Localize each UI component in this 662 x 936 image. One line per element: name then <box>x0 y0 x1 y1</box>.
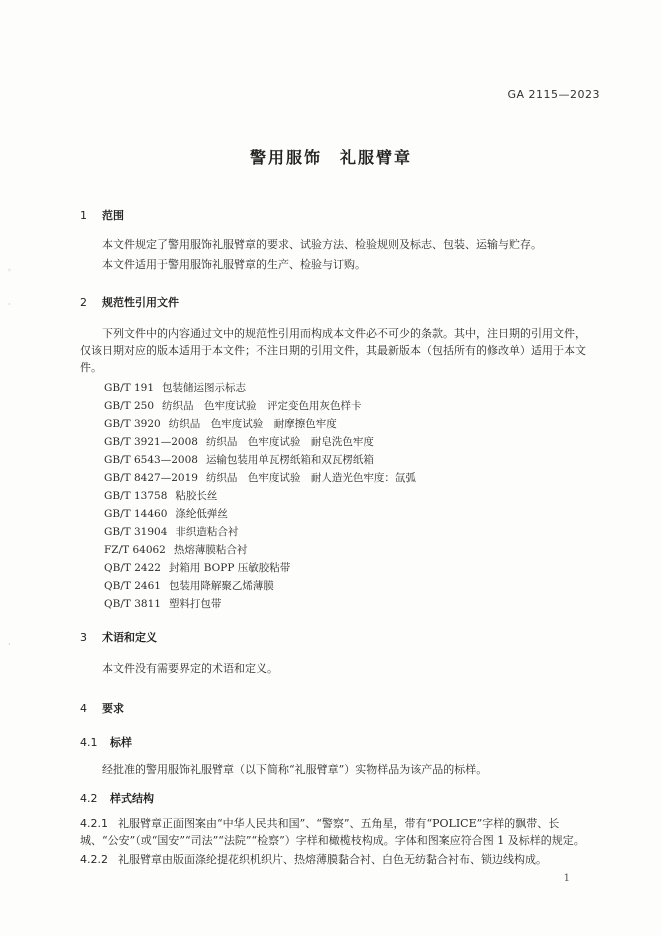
reference-item: GB/T 191 包装储运图示标志 <box>104 382 247 394</box>
scan-speck: · <box>8 640 11 649</box>
clause-text: 礼服臂章正面图案由“中华人民共和国”、“警察”、五角星，带有“POLICE”字样的飘带、长城、“公安”（或“国安”“司法”“法院”“检察”）字样和橄榄枝构成。字体和图案应符合图 1 及标样的规定。 <box>80 817 585 847</box>
page-number: 1 <box>563 873 570 884</box>
section-number: 4 <box>80 702 87 715</box>
section-title: 规范性引用文件 <box>102 296 179 309</box>
section-1-para-2: 本文件适用于警用服饰礼服臂章的生产、检验与订购。 <box>102 258 366 271</box>
section-3-heading <box>80 629 157 645</box>
section-number: 4.1 <box>80 736 98 749</box>
section-number: 3 <box>80 631 87 644</box>
reference-item: GB/T 3920 纺织品 色牢度试验 耐摩擦色牢度 <box>104 418 337 430</box>
section-4-heading <box>80 700 124 716</box>
reference-item: GB/T 8427—2019 纺织品 色牢度试验 耐人造光色牢度：氙弧 <box>104 472 416 484</box>
reference-item: QB/T 2422 封箱用 BOPP 压敏胶粘带 <box>104 562 291 574</box>
section-4-1-heading <box>80 734 132 750</box>
section-number: 4.2 <box>80 792 98 805</box>
clause-number: 4.2.2 <box>80 853 108 866</box>
section-title: 术语和定义 <box>102 631 157 644</box>
section-title: 范围 <box>102 209 124 222</box>
section-number: 2 <box>80 296 87 309</box>
reference-item: QB/T 2461 包装用降解聚乙烯薄膜 <box>104 580 274 592</box>
reference-item: GB/T 3921—2008 纺织品 色牢度试验 耐皂洗色牢度 <box>104 436 374 448</box>
reference-item: GB/T 14460 涤纶低弹丝 <box>104 508 228 520</box>
section-1-heading <box>80 207 124 223</box>
section-2-heading <box>80 294 179 310</box>
reference-list <box>104 379 416 613</box>
section-3-para-1: 本文件没有需要界定的术语和定义。 <box>102 662 278 675</box>
standard-code: GA 2115—2023 <box>507 88 600 101</box>
section-title: 样式结构 <box>110 792 154 805</box>
section-4-2-heading <box>80 790 154 806</box>
reference-item: FZ/T 64062 热熔薄膜粘合衬 <box>104 544 248 556</box>
reference-item: GB/T 31904 非织造粘合衬 <box>104 526 239 538</box>
section-number: 1 <box>80 209 87 222</box>
section-4-1-para: 经批准的警用服饰礼服臂章（以下简称“礼服臂章”）实物样品为该产品的标样。 <box>102 763 488 776</box>
clause-number: 4.2.1 <box>80 817 108 830</box>
reference-item: GB/T 250 纺织品 色牢度试验 评定变色用灰色样卡 <box>104 400 362 412</box>
document-title: 警用服饰 礼服臂章 <box>249 148 412 167</box>
clause-text: 礼服臂章由版面涤纶提花织机织片、热熔薄膜黏合衬、白色无纺黏合衬布、锁边线构成。 <box>118 853 547 866</box>
reference-item: QB/T 3811 塑料打包带 <box>104 598 222 610</box>
clause-4-2-2 <box>80 851 592 868</box>
scan-speck: · <box>8 300 11 309</box>
scan-speck: ◦ <box>7 266 12 275</box>
reference-item: GB/T 13758 粘胶长丝 <box>104 490 218 502</box>
section-title: 要求 <box>102 702 124 715</box>
section-title: 标样 <box>110 736 132 749</box>
section-2-intro: 下列文件中的内容通过文中的规范性引用而构成本文件必不可少的条款。其中，注日期的引用文件，仅该日期对应的版本适用于本文件；不注日期的引用文件，其最新版本（包括所有的修改单）适用于本文件。 <box>80 327 586 374</box>
reference-item: GB/T 6543—2008 运输包装用单瓦楞纸箱和双瓦楞纸箱 <box>104 454 374 466</box>
section-1-para-1: 本文件规定了警用服饰礼服臂章的要求、试验方法、检验规则及标志、包装、运输与贮存。 <box>102 238 542 251</box>
clause-4-2-1 <box>80 815 592 849</box>
